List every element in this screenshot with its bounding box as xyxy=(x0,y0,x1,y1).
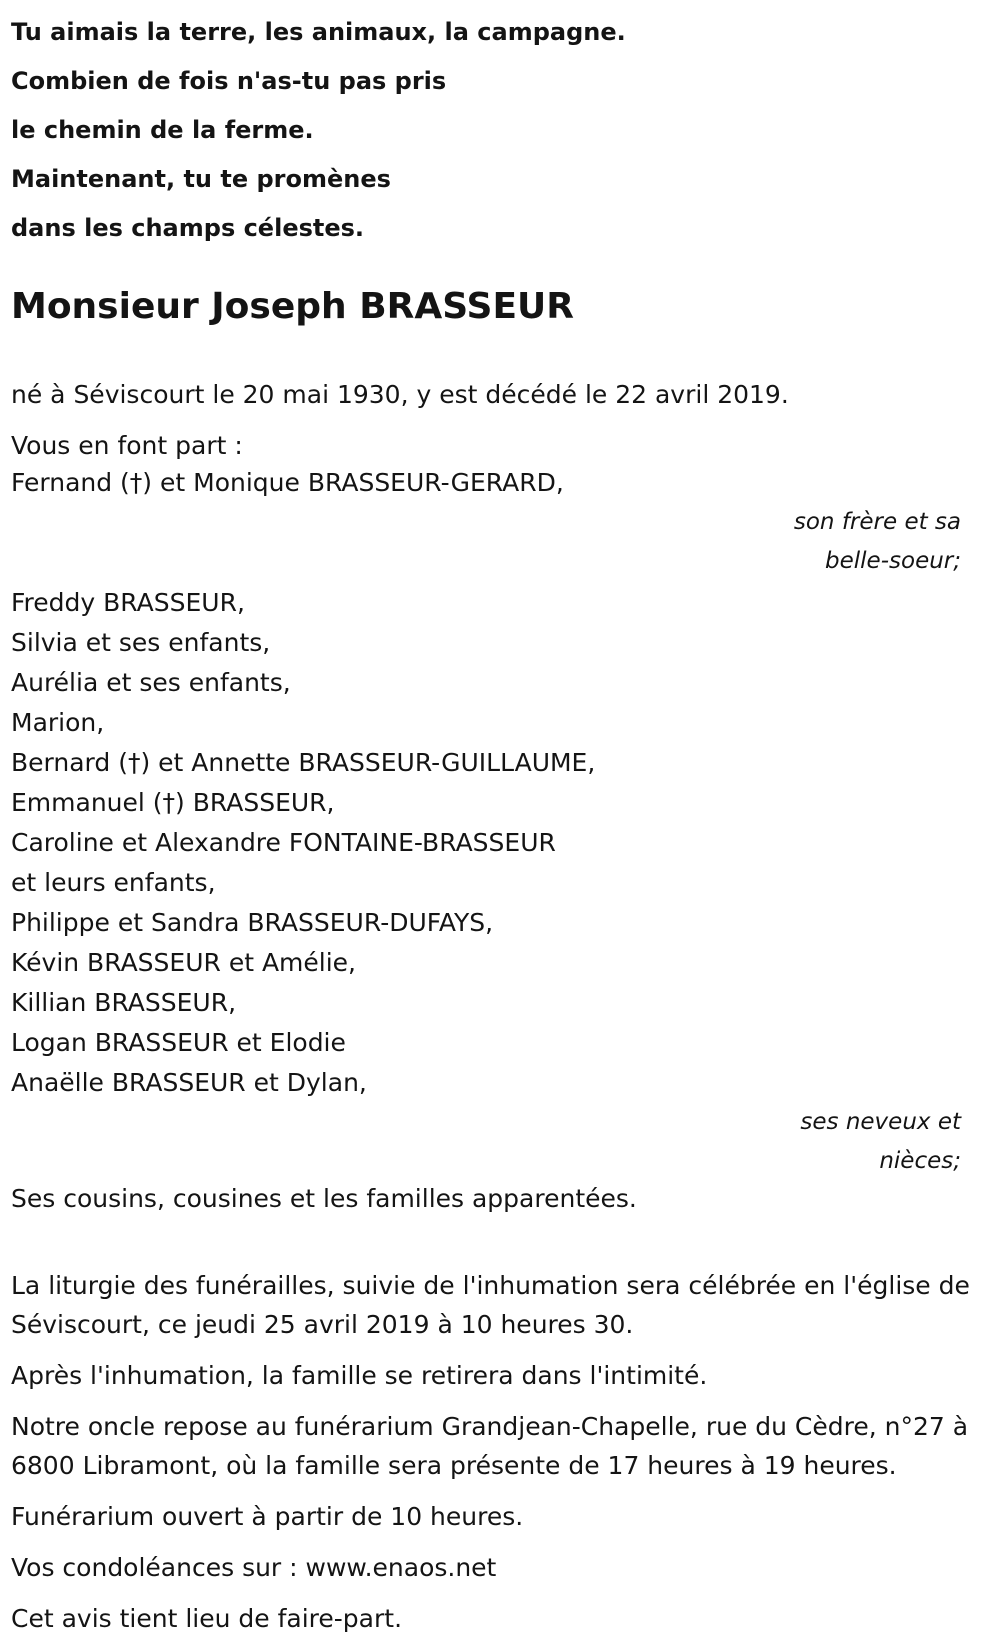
family-member: Fernand (†) et Monique BRASSEUR-GERARD, xyxy=(11,468,564,497)
relation-line: belle-soeur; xyxy=(825,548,961,574)
family-group-nephews xyxy=(11,583,991,1181)
relation-label xyxy=(0,1103,961,1181)
poem-line: Combien de fois n'as-tu pas pris xyxy=(11,67,447,95)
after-burial-line: Après l'inhumation, la famille se retirera dans l'intimité. xyxy=(11,1361,708,1390)
deceased-name: Monsieur Joseph BRASSEUR xyxy=(11,286,574,327)
family-member: Caroline et Alexandre FONTAINE-BRASSEUR xyxy=(11,828,556,857)
funeral-home-paragraph: Notre oncle repose au funérarium Grandjean-Chapelle, rue du Cèdre, n°27 à 6800 Libramont, où la famille sera présente de 17 heures à 19 heures. xyxy=(11,1412,969,1480)
family-member: Marion, xyxy=(11,708,105,737)
notice-line: Cet avis tient lieu de faire-part. xyxy=(11,1604,403,1633)
family-member: Logan BRASSEUR et Elodie xyxy=(11,1028,346,1057)
liturgy-paragraph: La liturgie des funérailles, suivie de l'inhumation sera célébrée en l'église de Séviscourt, ce jeudi 25 avril 2019 à 10 heures 30. xyxy=(11,1271,970,1339)
poem-line: Tu aimais la terre, les animaux, la campagne. xyxy=(11,18,626,46)
family-member: Kévin BRASSEUR et Amélie, xyxy=(11,948,357,977)
family-member: et leurs enfants, xyxy=(11,868,216,897)
poem xyxy=(11,0,991,253)
cousins-line: Ses cousins, cousines et les familles apparentées. xyxy=(11,1184,637,1213)
family-member: Bernard (†) et Annette BRASSEUR-GUILLAUME, xyxy=(11,748,596,777)
family-member: Silvia et ses enfants, xyxy=(11,628,271,657)
relation-line: nièces; xyxy=(879,1148,961,1174)
announcement-intro: Vous en font part : xyxy=(11,431,243,460)
birth-death-line: né à Séviscourt le 20 mai 1930, y est décédé le 22 avril 2019. xyxy=(11,380,789,409)
opening-hours-line: Funérarium ouvert à partir de 10 heures. xyxy=(11,1502,524,1531)
relation-label xyxy=(0,503,961,581)
family-member: Freddy BRASSEUR, xyxy=(11,588,245,617)
family-group-sibling xyxy=(11,463,991,581)
family-member: Anaëlle BRASSEUR et Dylan, xyxy=(11,1068,367,1097)
poem-line: dans les champs célestes. xyxy=(11,214,365,242)
relation-line: ses neveux et xyxy=(800,1109,961,1135)
obituary-notice xyxy=(11,0,991,1638)
condolences-line: Vos condoléances sur : www.enaos.net xyxy=(11,1553,497,1582)
poem-line: le chemin de la ferme. xyxy=(11,116,314,144)
family-member: Philippe et Sandra BRASSEUR-DUFAYS, xyxy=(11,908,494,937)
family-member: Killian BRASSEUR, xyxy=(11,988,237,1017)
poem-line: Maintenant, tu te promènes xyxy=(11,165,391,193)
relation-line: son frère et sa xyxy=(793,509,961,535)
family-member: Aurélia et ses enfants, xyxy=(11,668,291,697)
family-member: Emmanuel (†) BRASSEUR, xyxy=(11,788,335,817)
